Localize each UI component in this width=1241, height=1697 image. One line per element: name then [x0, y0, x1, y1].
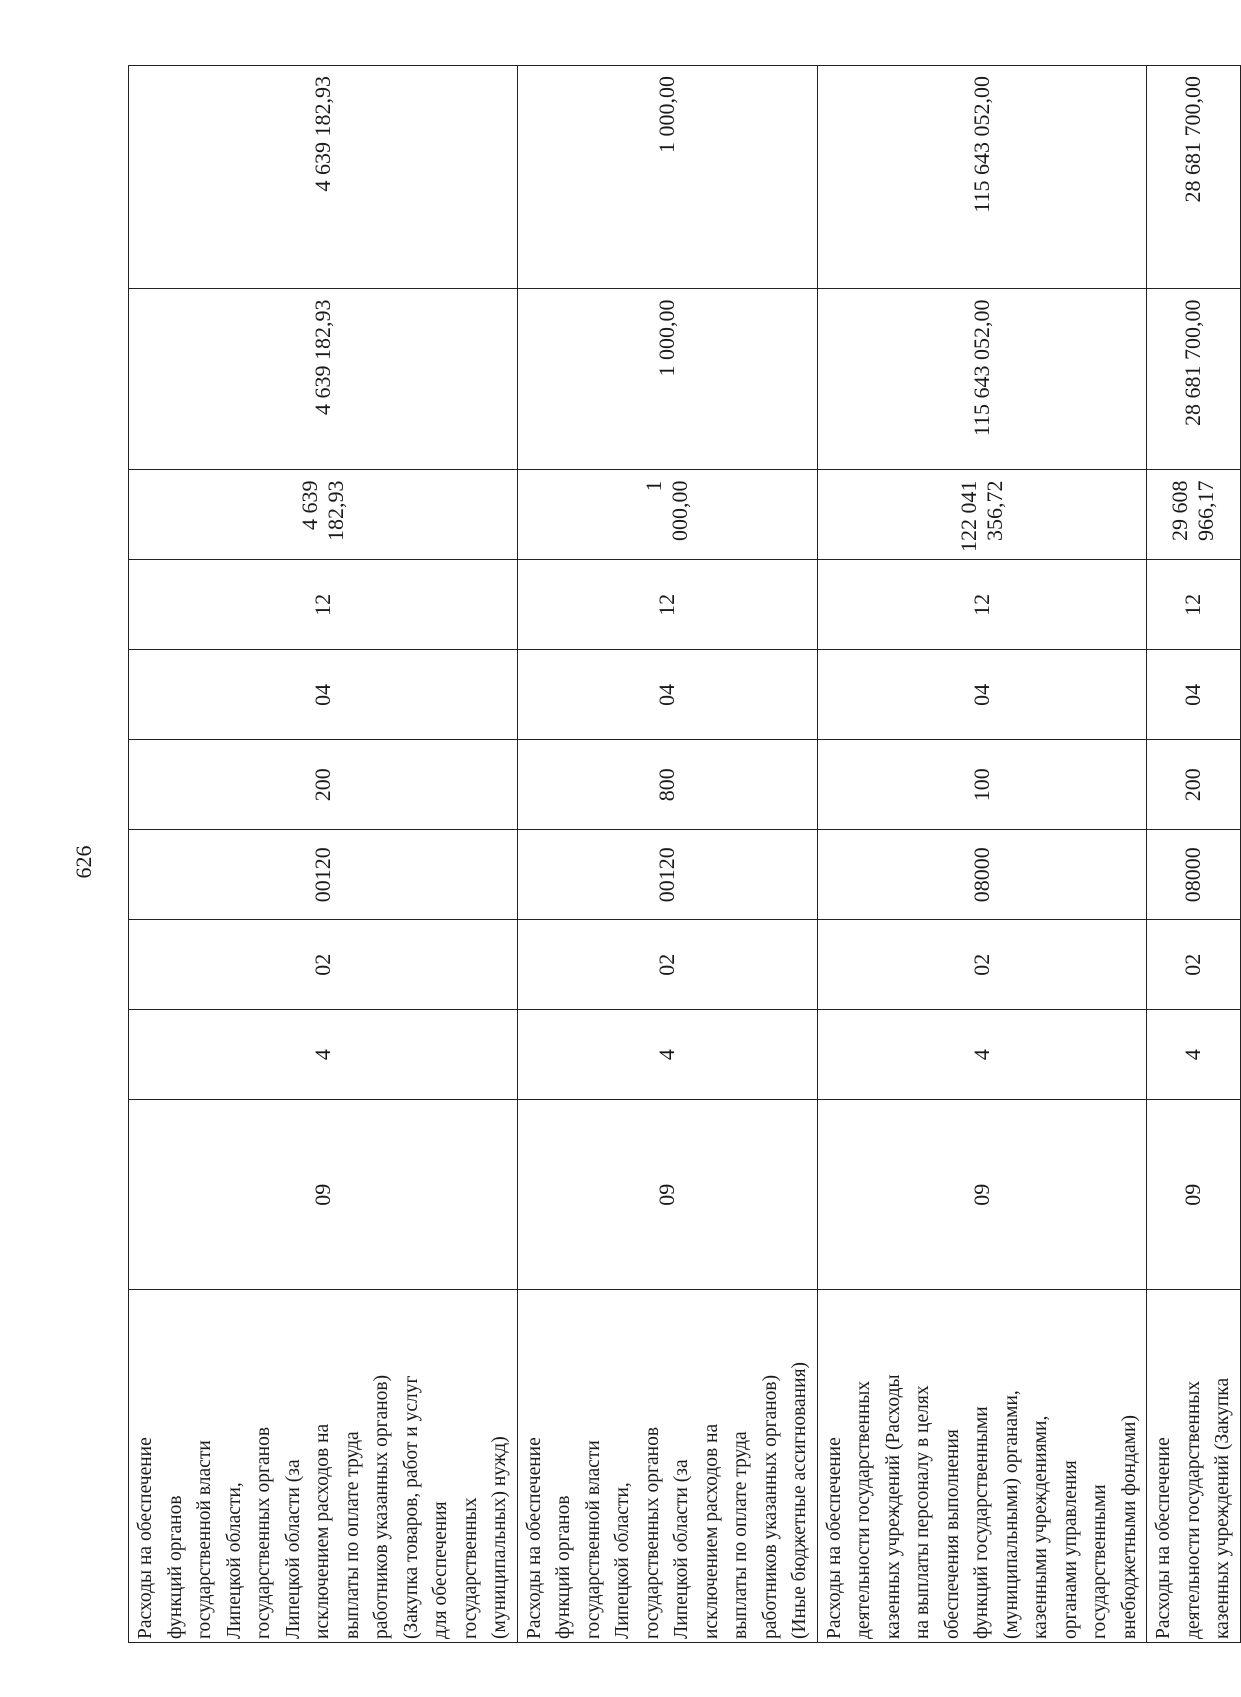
- amount-1: 1 000,00: [517, 470, 817, 560]
- code-direction: 08000: [817, 830, 1147, 920]
- code-admin: 09: [129, 1100, 518, 1290]
- code-section: 04: [1147, 650, 1241, 740]
- budget-table-rotated: [128, 65, 1233, 1643]
- code-expense-type: 100: [817, 740, 1147, 830]
- code-subprogram: 02: [817, 920, 1147, 1010]
- amount-3: 115 643 052,00: [817, 66, 1147, 289]
- code-expense-type: 200: [1147, 740, 1241, 830]
- page-number: 626: [71, 845, 96, 879]
- code-subsection: 12: [517, 560, 817, 650]
- code-expense-type: 200: [129, 740, 518, 830]
- budget-table: [128, 65, 1241, 1643]
- code-program: 4: [517, 1010, 817, 1100]
- code-admin: 09: [517, 1100, 817, 1290]
- code-section: 04: [129, 650, 518, 740]
- code-direction: 08000: [1147, 830, 1241, 920]
- code-section: 04: [517, 650, 817, 740]
- amount-1: 122 041 356,72: [817, 470, 1147, 560]
- code-program: 4: [1147, 1010, 1241, 1100]
- code-expense-type: 800: [517, 740, 817, 830]
- row-description: Расходы на обеспечение функций органов государственной власти Липецкой области, государственных органов Липецкой области (за исключением расходов на выплаты по оплате труда работников указанных органов) (Закупка товаров, работ и услуг для обеспечения государственных (муниципальных) нужд): [129, 1290, 518, 1643]
- code-direction: 00120: [517, 830, 817, 920]
- code-section: 04: [817, 650, 1147, 740]
- code-admin: 09: [1147, 1100, 1241, 1290]
- amount-3: 1 000,00: [517, 66, 817, 289]
- amount-2: 28 681 700,00: [1147, 289, 1241, 470]
- amount-1: 4 639 182,93: [129, 470, 518, 560]
- code-admin: 09: [817, 1100, 1147, 1290]
- code-subsection: 12: [817, 560, 1147, 650]
- row-description: Расходы на обеспечение функций органов государственной власти Липецкой области, государственных органов Липецкой области (за исключением расходов на выплаты по оплате труда работников указанных органов) (Иные бюджетные ассигнования): [517, 1290, 817, 1643]
- amount-3: 4 639 182,93: [129, 66, 518, 289]
- table-row: [1147, 66, 1241, 1643]
- code-program: 4: [129, 1010, 518, 1100]
- amount-2: 115 643 052,00: [817, 289, 1147, 470]
- table-row: [817, 66, 1147, 1643]
- code-subprogram: 02: [1147, 920, 1241, 1010]
- code-subprogram: 02: [517, 920, 817, 1010]
- code-program: 4: [817, 1010, 1147, 1100]
- code-subsection: 12: [129, 560, 518, 650]
- amount-2: 4 639 182,93: [129, 289, 518, 470]
- code-subprogram: 02: [129, 920, 518, 1010]
- code-direction: 00120: [129, 830, 518, 920]
- row-description: Расходы на обеспечение деятельности государственных казенных учреждений (Расходы на выплаты персоналу в целях обеспечения выполнения функций государственными (муниципальными) органами, казенными учреждениями, органами управления государственными внебюджетными фондами): [817, 1290, 1147, 1643]
- amount-2: 1 000,00: [517, 289, 817, 470]
- table-row: [517, 66, 817, 1643]
- amount-3: 28 681 700,00: [1147, 66, 1241, 289]
- code-subsection: 12: [1147, 560, 1241, 650]
- row-description: Расходы на обеспечение деятельности государственных казенных учреждений (Закупка: [1147, 1290, 1241, 1643]
- table-row: [129, 66, 518, 1643]
- amount-1: 29 608 966,17: [1147, 470, 1241, 560]
